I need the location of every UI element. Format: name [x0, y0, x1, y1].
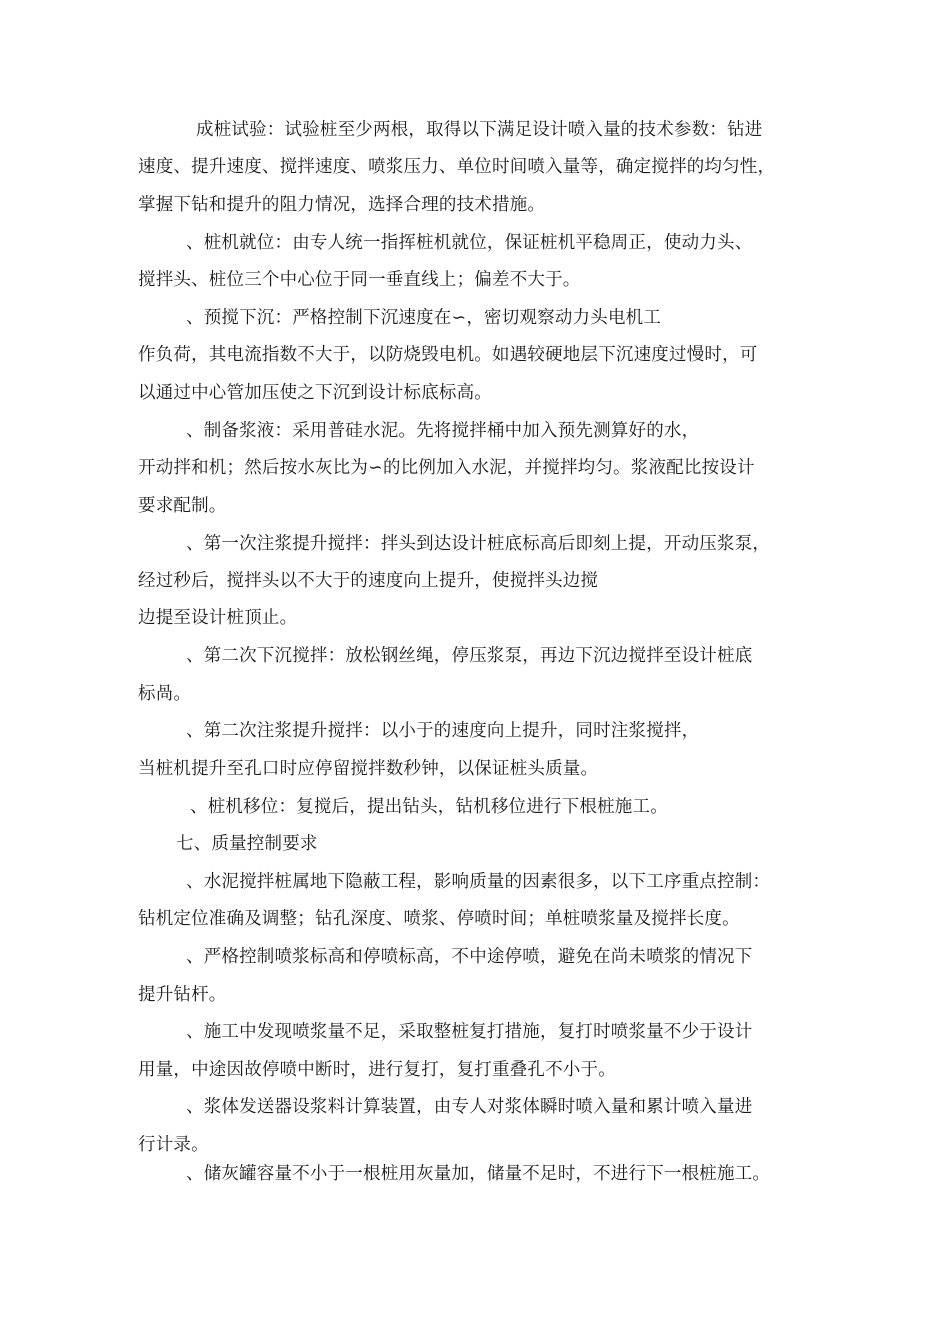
text-line: 用量，中途因故停喷中断时，进行复打，复打重叠孔不小于。	[138, 1060, 616, 1080]
text-line: 、制备浆液：采用普硅水泥。先将搅拌桶中加入预先测算好的水，	[186, 421, 700, 441]
text-line: 、桩机移位：复搅后，提出钻头，钻机移位进行下根桩施工。	[190, 797, 668, 817]
text-line: 速度、提升速度、搅拌速度、喷浆压力、单位时间喷入量等，确定搅拌的均匀性，	[138, 157, 776, 177]
text-line: 掌握下钻和提升的阻力情况，选择合理的技术措施。	[138, 195, 546, 215]
text-line: 、浆体发送器设浆料计算装置，由专人对浆体瞬时喷入量和累计喷入量进	[186, 1097, 753, 1117]
text-line: 要求配制。	[138, 496, 227, 516]
text-line: 以通过中心管加压使之下沉到设计标底标高。	[138, 383, 492, 403]
text-line: 、第二次下沉搅拌：放松钢丝绳，停压浆泵，再边下沉边搅拌至设计桩底	[186, 646, 753, 666]
text-line: 标咼。	[138, 684, 192, 704]
text-line: 提升钻杆。	[138, 985, 227, 1005]
text-line: 行计录。	[138, 1135, 209, 1155]
text-line: 钻机定位准确及调整；钻孔深度、喷浆、停喷时间；单桩喷浆量及搅拌长度。	[138, 909, 740, 929]
text-line: 、桩机就位：由专人统一指挥桩机就位，保证桩机平稳周正，使动力头、	[186, 233, 753, 253]
text-line: 、预搅下沉：严格控制下沉速度在∽，密切观察动力头电机工	[186, 308, 662, 328]
text-line: 经过秒后，搅拌头以不大于的速度向上提升，使搅拌头边搅	[138, 571, 599, 591]
text-line: 成桩试验：试验桩至少两根，取得以下满足设计喷入量的技术参数：钻进	[196, 120, 763, 140]
text-line: 当桩机提升至孔口时应停留搅拌数秒钟，以保证桩头质量。	[138, 759, 599, 779]
text-line: 边提至设计桩顶止。	[138, 608, 298, 628]
text-line: 、施工中发现喷浆量不足，采取整桩复打措施，复打时喷浆量不少于设计	[186, 1022, 753, 1042]
text-line: 、水泥搅拌桩属地下隐蔽工程，影响质量的因素很多，以下工序重点控制：	[186, 872, 771, 892]
text-line: 开动拌和机；然后按水灰比为∽的比例加入水泥，并搅拌均匀。浆液配比按设计	[138, 458, 755, 478]
text-line: 搅拌头、桩位三个中心位于同一垂直线上；偏差不大于。	[138, 270, 581, 290]
text-line: 、严格控制喷浆标高和停喷标高，不中途停喷，避免在尚未喷浆的情况下	[186, 947, 753, 967]
text-line: 作负荷，其电流指数不大于，以防烧毁电机。如遇较硬地层下沉速度过慢时，可	[138, 345, 758, 365]
text-line: 、储灰罐容量不小于一根桩用灰量加，储量不足时，不进行下一根桩施工。	[186, 1164, 771, 1184]
text-line: 、第二次注浆提升搅拌：以小于的速度向上提升，同时注浆搅拌，	[186, 721, 700, 741]
text-line: 、第一次注浆提升搅拌：拌头到达设计桩底标高后即刻上提，开动压浆泵，	[186, 534, 771, 554]
section-heading: 七、质量控制要求	[176, 834, 318, 854]
